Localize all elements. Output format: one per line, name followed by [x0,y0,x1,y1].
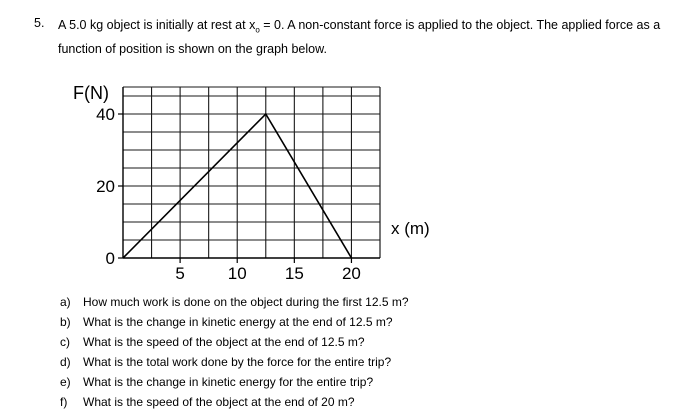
question-item [60,392,409,412]
question-label: b) [60,315,71,329]
question-text: What is the total work done by the force for the entire trip? [83,355,392,369]
question-item [60,352,409,372]
intro-before-x: A 5.0 kg object is initially at rest at [58,18,250,32]
y-axis-label: F(N) [73,83,109,103]
problem-statement [58,16,678,58]
question-list [60,292,409,412]
question-text: How much work is done on the object during the first 12.5 m? [83,295,409,309]
question-item [60,332,409,352]
question-label: a) [60,295,71,309]
x-tick-label: 20 [341,264,361,283]
question-label: e) [60,375,71,389]
question-text: What is the change in kinetic energy for the entire trip? [83,375,374,389]
y-tick-label: 20 [96,177,115,196]
x-initial-symbol [249,18,260,35]
question-text: What is the speed of the object at the end of 12.5 m? [83,335,365,349]
axes [118,87,380,263]
question-item [60,372,409,392]
question-item [60,312,409,332]
y-tick-label: 40 [96,105,115,124]
x-axis-label: x (m) [391,219,430,238]
question-text: What is the speed of the object at the end of 20 m? [83,395,355,409]
x-tick-label: 15 [284,264,304,283]
question-item [60,292,409,312]
y-tick-label: 0 [105,249,115,268]
x-subscript: o [255,25,260,35]
question-label: d) [60,355,71,369]
question-label: c) [60,335,70,349]
force-position-graph [60,82,460,283]
question-label: f) [60,395,68,409]
x-tick-label: 5 [175,264,185,283]
question-text: What is the change in kinetic energy at the end of 12.5 m? [83,315,393,329]
question-number: 5. [34,16,45,30]
grid [123,87,380,258]
x-tick-label: 10 [227,264,247,283]
intro-after-x: = 0. A non-constant force is applied to the object. The applied force as a function of position is shown on the graph below. [58,18,661,56]
x-symbol: x [249,18,256,32]
labels [73,83,430,283]
